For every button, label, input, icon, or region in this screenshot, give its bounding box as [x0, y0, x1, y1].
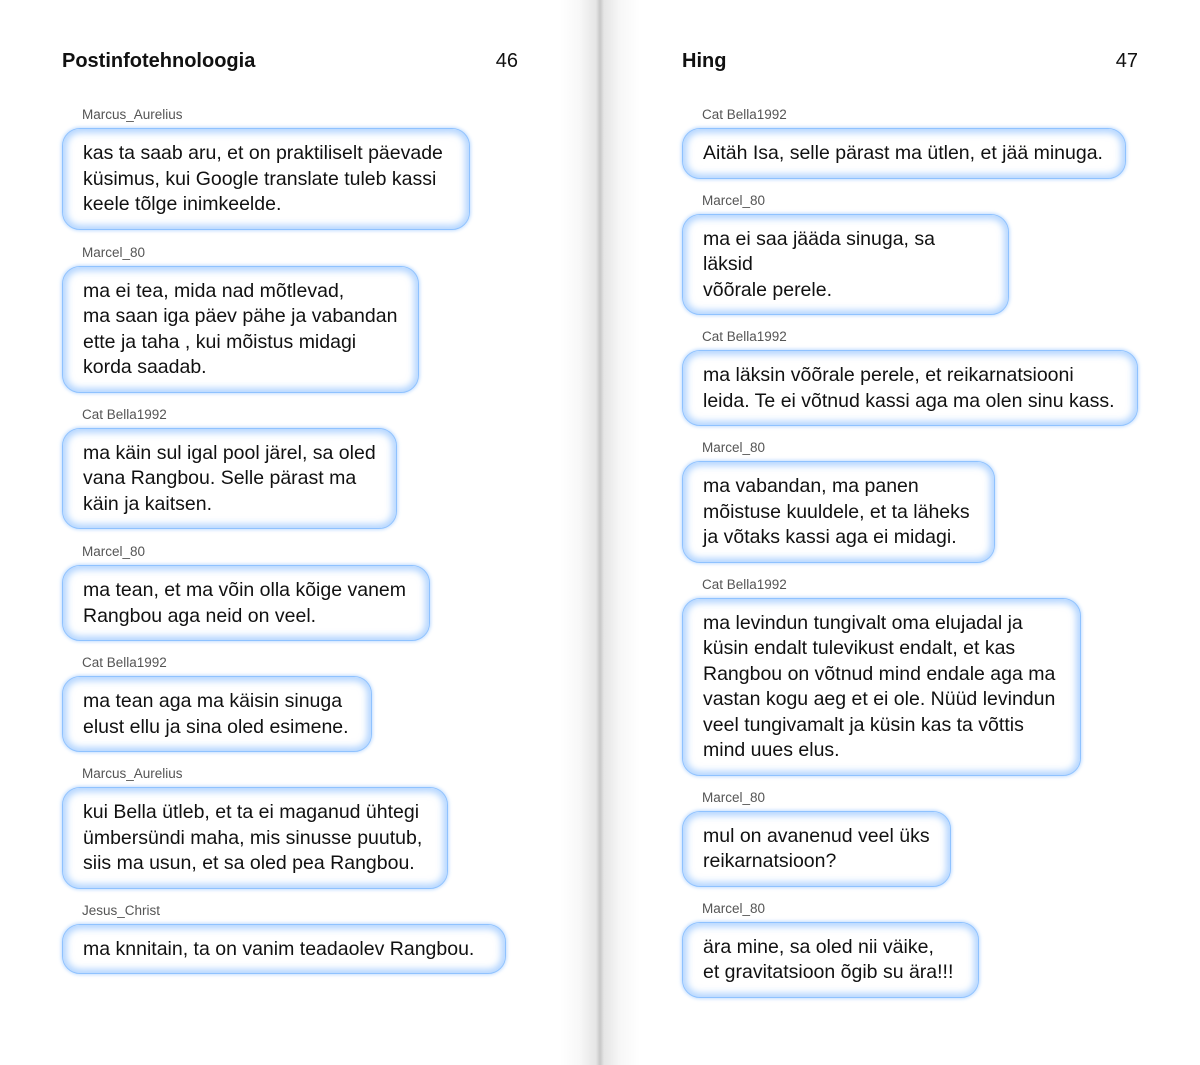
message-bubble: kui Bella ütleb, et ta ei maganud ühtegi ümbersündi maha, mis sinusse puutub, siis ma usun, et sa oled pea Rangbou.	[62, 787, 448, 889]
right-page	[600, 0, 1200, 1065]
chat-message	[682, 328, 1138, 426]
chat-message	[682, 576, 1138, 776]
sender-name: Marcel_80	[702, 192, 766, 208]
sender-name: Marcel_80	[82, 244, 146, 260]
message-bubble: ma ei saa jääda sinuga, sa läksid võõrale perele.	[682, 214, 1009, 316]
sender-name: Cat Bella1992	[82, 406, 167, 422]
sender-name: Cat Bella1992	[702, 576, 787, 592]
chat-message	[62, 106, 506, 230]
chat-message	[682, 900, 1138, 998]
chat-message	[682, 192, 1138, 316]
right-running-head	[682, 48, 1138, 74]
message-bubble: ma läksin võõrale perele, et reikarnatsiooni leida. Te ei võtnud kassi aga ma olen sinu kass.	[682, 350, 1138, 426]
sender-name: Marcus_Aurelius	[82, 766, 183, 781]
sender-name: Marcus_Aurelius	[82, 107, 183, 122]
message-bubble: ma tean aga ma käisin sinuga elust ellu ja sina oled esimene.	[62, 676, 372, 752]
sender-name: Cat Bella1992	[702, 329, 787, 344]
chat-message	[62, 244, 506, 393]
message-bubble: mul on avanenud veel üks reikarnatsioon?	[682, 811, 951, 887]
page-number: 46	[495, 49, 518, 72]
chat-message	[62, 765, 506, 889]
sender-name: Marcel_80	[702, 900, 766, 916]
sender-name: Marcel_80	[82, 544, 146, 559]
message-bubble: ära mine, sa oled nii väike, et gravitatsioon õgib su ära!!!	[682, 922, 979, 998]
chat-message	[62, 406, 506, 530]
message-bubble: ma vabandan, ma panen mõistuse kuuldele, et ta läheks ja võtaks kassi aga ei midagi.	[682, 461, 995, 563]
message-bubble: ma levindun tungivalt oma elujadal ja küsin endalt tulevikust endalt, et kas Rangbou on võtnud mind endale aga ma vastan kogu aeg et ei ole. Nüüd levindun veel tungivamalt ja küsin kas ta võttis mind uues elus.	[682, 598, 1081, 776]
chat-message	[682, 439, 1138, 563]
chat-message	[62, 543, 506, 641]
message-bubble: Aitäh Isa, selle pärast ma ütlen, et jää minuga.	[682, 128, 1126, 179]
message-bubble: kas ta saab aru, et on praktiliselt päevade küsimus, kui Google translate tuleb kassi keele tõlge inimkeelde.	[62, 128, 470, 230]
message-bubble: ma tean, et ma võin olla kõige vanem Rangbou aga neid on veel.	[62, 565, 430, 641]
sender-name: Cat Bella1992	[702, 107, 787, 122]
chat-message	[62, 902, 506, 975]
message-bubble: ma ei tea, mida nad mõtlevad, ma saan iga päev pähe ja vabandan ette ja taha , kui mõistus midagi korda saadab.	[62, 266, 419, 393]
message-bubble: ma knnitain, ta on vanim teadaolev Rangbou.	[62, 924, 506, 975]
chat-thread	[682, 106, 1138, 998]
chat-message	[682, 789, 1138, 887]
chat-message	[62, 654, 506, 752]
sender-name: Cat Bella1992	[82, 655, 167, 670]
chapter-title: Hing	[682, 49, 727, 72]
sender-name: Marcel_80	[702, 789, 766, 805]
message-bubble: ma käin sul igal pool järel, sa oled vana Rangbou. Selle pärast ma käin ja kaitsen.	[62, 428, 397, 530]
chapter-title: Postinfotehnoloogia	[62, 49, 256, 72]
page-number: 47	[1115, 49, 1138, 72]
chat-thread	[62, 106, 506, 974]
left-running-head	[62, 48, 518, 74]
chat-message	[682, 106, 1138, 179]
sender-name: Jesus_Christ	[82, 902, 161, 918]
sender-name: Marcel_80	[702, 440, 766, 455]
